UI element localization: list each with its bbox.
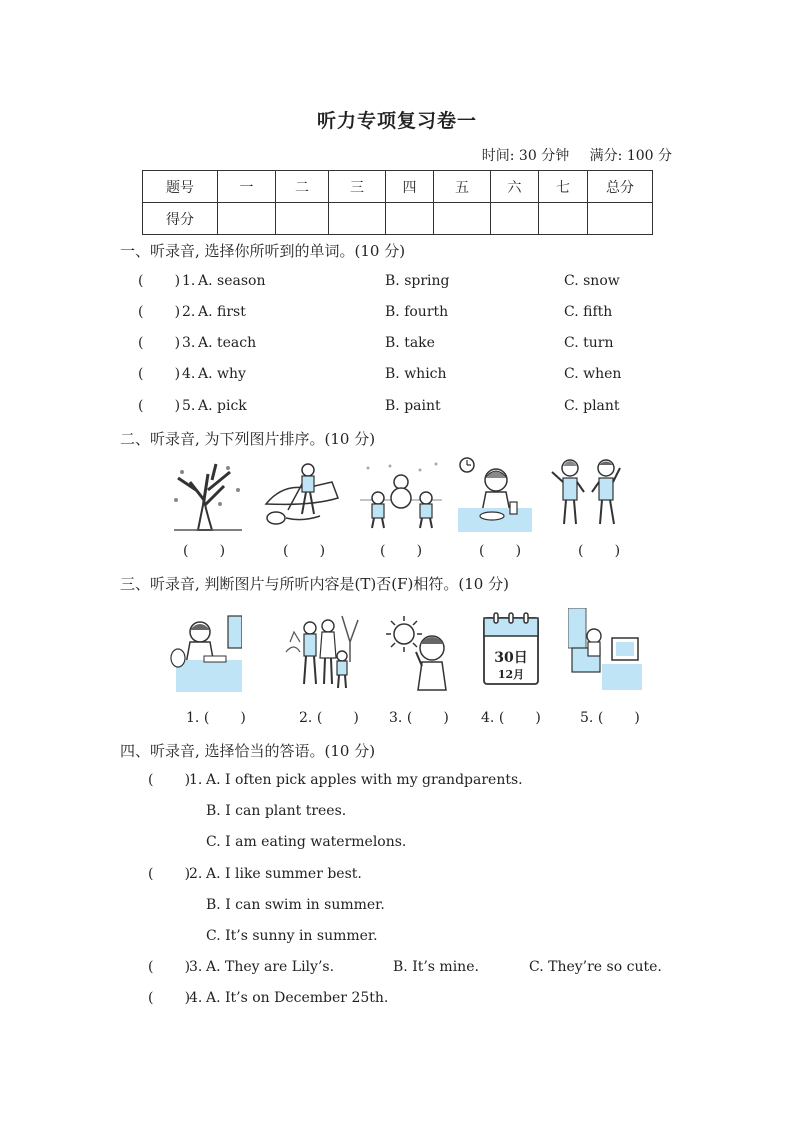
question-number: 1.	[189, 772, 203, 788]
kids-snowman-picture	[360, 460, 442, 532]
section2-heading: 二、听录音, 为下列图片排序。(10 分)	[120, 430, 376, 448]
option-c: C. when	[564, 366, 622, 382]
order-blank-5[interactable]: ( )	[578, 543, 621, 559]
order-blank-4[interactable]: ( )	[479, 543, 522, 559]
question-number: 4.	[182, 366, 196, 382]
option-b: B. take	[385, 335, 435, 351]
option-a: A. They are Lily’s.	[206, 959, 335, 975]
answer-blank[interactable]: ( )	[148, 959, 191, 975]
option-b: B. I can swim in summer.	[206, 897, 385, 913]
judge-number: 4.	[481, 710, 495, 726]
question-number: 2.	[182, 304, 196, 320]
option-a: A. I like summer best.	[206, 866, 362, 882]
score-cell[interactable]	[329, 203, 386, 235]
judge-blank[interactable]: ( )	[406, 710, 449, 726]
option-c: C. fifth	[564, 304, 613, 320]
option-c: C. They’re so cute.	[529, 959, 662, 975]
girl-breakfast-picture	[458, 456, 532, 532]
option-c: C. turn	[564, 335, 614, 351]
option-a: A. why	[198, 366, 246, 382]
answer-blank[interactable]: ( )	[138, 366, 181, 382]
option-a: A. pick	[198, 398, 247, 414]
option-b: B. It’s mine.	[393, 959, 479, 975]
option-c: C. plant	[564, 398, 620, 414]
score-cell[interactable]	[218, 203, 276, 235]
score-header: 五	[434, 171, 491, 203]
question-number: 2.	[189, 866, 203, 882]
score-header: 题号	[143, 171, 218, 203]
answer-blank[interactable]: ( )	[138, 335, 181, 351]
judge-blank[interactable]: ( )	[498, 710, 541, 726]
answer-blank[interactable]: ( )	[138, 273, 181, 289]
answer-blank[interactable]: ( )	[138, 398, 181, 414]
judge-number: 2.	[299, 710, 313, 726]
score-cell[interactable]	[588, 203, 653, 235]
score-cell[interactable]	[386, 203, 434, 235]
option-a: A. teach	[198, 335, 257, 351]
option-b: B. spring	[385, 273, 450, 289]
judge-number: 5.	[580, 710, 594, 726]
question-number: 3.	[182, 335, 196, 351]
judge-blank[interactable]: ( )	[597, 710, 640, 726]
score-header: 四	[386, 171, 434, 203]
judge-number: 1.	[186, 710, 200, 726]
score-cell[interactable]	[434, 203, 491, 235]
list-item	[0, 366, 794, 386]
exam-meta	[466, 145, 672, 165]
score-table-header-row	[143, 171, 653, 203]
answer-blank[interactable]: ( )	[138, 304, 181, 320]
order-blank-1[interactable]: ( )	[183, 543, 226, 559]
page-title: 听力专项复习卷一	[316, 110, 477, 132]
option-a: A. It’s on December 25th.	[206, 990, 389, 1006]
kids-exercising-picture	[548, 456, 634, 532]
judge-blank[interactable]: ( )	[203, 710, 246, 726]
answer-blank[interactable]: ( )	[148, 866, 191, 882]
score-header: 二	[276, 171, 329, 203]
judge-item-2	[299, 710, 359, 726]
option-a: A. season	[198, 273, 266, 289]
judge-blank[interactable]: ( )	[316, 710, 359, 726]
score-header: 一	[218, 171, 276, 203]
list-item	[0, 398, 794, 418]
score-header: 六	[491, 171, 539, 203]
score-table	[142, 170, 653, 235]
order-blank-3[interactable]: ( )	[380, 543, 423, 559]
option-b: B. paint	[385, 398, 441, 414]
judge-item-3	[389, 710, 449, 726]
option-c: C. It’s sunny in summer.	[206, 928, 378, 944]
question-number: 1.	[182, 273, 196, 289]
score-header: 七	[539, 171, 588, 203]
option-a: A. first	[198, 304, 246, 320]
score-cell[interactable]	[539, 203, 588, 235]
list-item	[0, 273, 794, 293]
option-a: A. I often pick apples with my grandparents.	[206, 772, 523, 788]
answer-blank[interactable]: ( )	[148, 772, 191, 788]
judge-number: 3.	[389, 710, 403, 726]
option-b: B. fourth	[385, 304, 449, 320]
section4-heading: 四、听录音, 选择恰当的答语。(10 分)	[120, 742, 376, 760]
score-label: 得分	[143, 203, 218, 235]
section3-heading: 三、听录音, 判断图片与所听内容是(T)否(F)相符。(10 分)	[120, 575, 509, 593]
question-number: 5.	[182, 398, 196, 414]
section1-heading: 一、听录音, 选择你所听到的单词。(10 分)	[120, 242, 406, 260]
bare-tree-picture	[168, 460, 246, 532]
answer-blank[interactable]: ( )	[148, 990, 191, 1006]
girl-vacuuming-picture	[262, 460, 342, 532]
boy-computer-picture	[568, 608, 642, 692]
question-number: 4.	[189, 990, 203, 1006]
order-blank-2[interactable]: ( )	[283, 543, 326, 559]
option-c: C. I am eating watermelons.	[206, 834, 407, 850]
score-cell[interactable]	[276, 203, 329, 235]
score-header: 三	[329, 171, 386, 203]
judge-item-1	[186, 710, 246, 726]
girl-reading-picture	[170, 614, 242, 692]
list-item	[0, 304, 794, 324]
family-outdoors-picture	[284, 612, 364, 692]
calendar-day: 30日	[494, 650, 528, 666]
calendar-picture	[482, 612, 540, 686]
option-b: B. which	[385, 366, 447, 382]
score-header: 总分	[588, 171, 653, 203]
option-c: C. snow	[564, 273, 620, 289]
boy-sun-picture	[380, 612, 456, 692]
judge-item-4	[481, 710, 541, 726]
time-limit: 时间: 30 分钟	[481, 148, 570, 164]
score-cell[interactable]	[491, 203, 539, 235]
list-item	[0, 335, 794, 355]
judge-item-5	[580, 710, 640, 726]
option-b: B. I can plant trees.	[206, 803, 347, 819]
score-table-score-row	[143, 203, 653, 235]
question-number: 3.	[189, 959, 203, 975]
calendar-month: 12月	[497, 668, 525, 681]
full-score: 满分: 100 分	[589, 148, 672, 164]
